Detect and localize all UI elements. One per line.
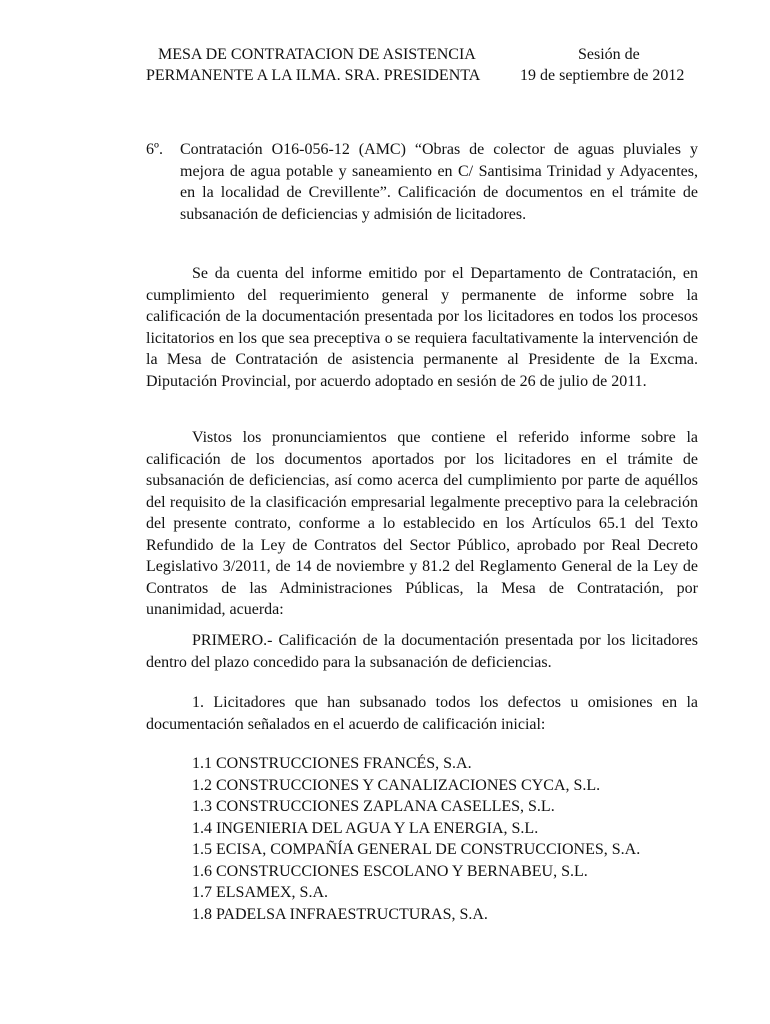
bidders-list [192, 753, 640, 925]
header-committee-line1: MESA DE CONTRATACION DE ASISTENCIA [158, 46, 476, 63]
list-item: 1.3 CONSTRUCCIONES ZAPLANA CASELLES, S.L. [192, 798, 555, 815]
list-item: 1.4 INGENIERIA DEL AGUA Y LA ENERGIA, S.L. [192, 819, 539, 837]
paragraph-considerations-text: Vistos los pronunciamientos que contiene el referido informe sobre la calificación de los documentos aportados por los licitadores en el trámite de subsanación de deficiencias, así como acerca del cumplimiento por parte de aquéllos del requisito de la clasificación empresarial legalmente preceptivo para la celebración del presente contrato, conforme a lo establecido en los Artículos 65.1 del Texto Refundido de la Ley de Contratos del Sector Público, aprobado por Real Decreto Legislativo 3/2011, de 14 de noviembre y 81.2 del Reglamento General de la Ley de Contratos de las Administraciones Públicas, la Mesa de Contratación, por unanimidad, acuerda: [146, 429, 698, 618]
list-item: 1.2 CONSTRUCCIONES Y CANALIZACIONES CYCA, S.L. [192, 776, 601, 794]
list-item: 1.5 ECISA, COMPAÑÍA GENERAL DE CONSTRUCCIONES, S.A. [192, 841, 641, 858]
paragraph-report [146, 263, 698, 392]
list-item: 1.7 ELSAMEX, S.A. [192, 884, 329, 901]
paragraph-report-text: Se da cuenta del informe emitido por el Departamento de Contratación, en cumplimiento del requerimiento general y permanente de informe sobre la calificación de la documentación presentada por los licitadores en todos los procesos licitatorios en los que sea preceptiva o se requiera facultativamente la intervención de la Mesa de Contratación de asistencia permanente al Presidente de la Excma. Diputación Provincial, por acuerdo adoptado en sesión de 26 de julio de 2011. [146, 265, 698, 390]
agenda-item [146, 139, 698, 225]
header-session-date: 19 de septiembre de 2012 [520, 67, 685, 84]
header-session [520, 44, 702, 86]
list-item: 1.1 CONSTRUCCIONES FRANCÉS, S.A. [192, 755, 472, 772]
list-item: 1.6 CONSTRUCCIONES ESCOLANO Y BERNABEU, S.L. [192, 862, 588, 880]
header-committee-line2: PERMANENTE A LA ILMA. SRA. PRESIDENTA [146, 67, 481, 84]
header-committee [146, 44, 508, 86]
paragraph-bidders-intro-text: 1. Licitadores que han subsanado todos los defectos u omisiones en la documentación señalados en el acuerdo de calificación inicial: [146, 694, 698, 733]
paragraph-first-text: PRIMERO.- Calificación de la documentación presentada por los licitadores dentro del plazo concedido para la subsanación de deficiencias. [146, 632, 698, 671]
agenda-item-number: 6º. [146, 141, 163, 158]
list-item: 1.8 PADELSA INFRAESTRUCTURAS, S.A. [192, 905, 488, 923]
agenda-item-title: Contratación O16-056-12 (AMC) “Obras de colector de aguas pluviales y mejora de agua potable y saneamiento en C/ Santisima Trinidad y Adyacentes, en la localidad de Crevillente”. Calificación de documentos en el trámite de subsanación de deficiencias y admisión de licitadores. [180, 141, 698, 223]
paragraph-considerations [146, 427, 698, 621]
paragraph-bidders-intro [146, 692, 698, 735]
header-session-line1: Sesión de [578, 46, 640, 63]
paragraph-first [146, 630, 698, 673]
